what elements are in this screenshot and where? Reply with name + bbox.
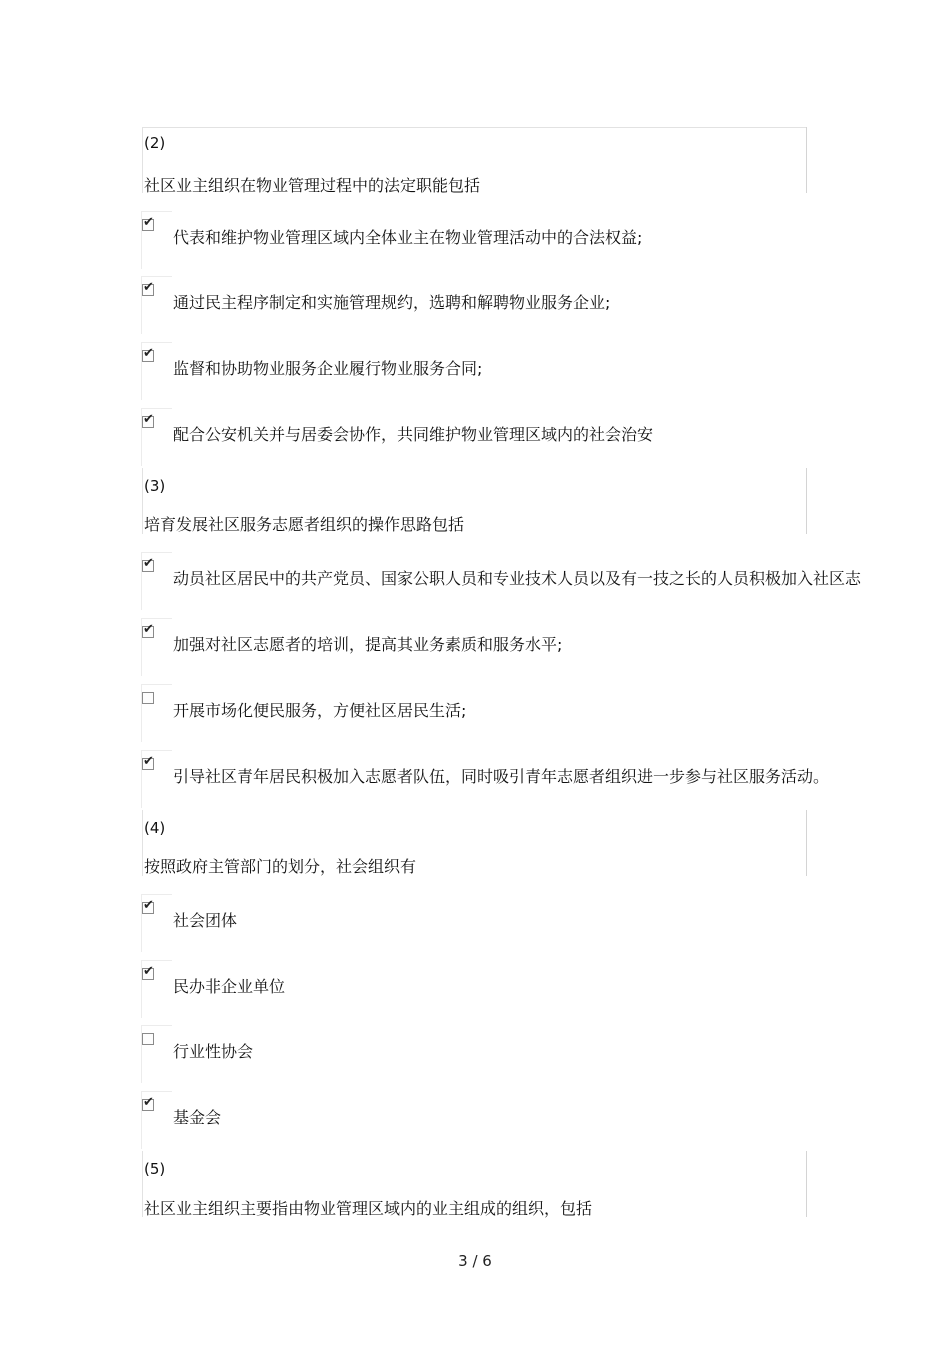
option-label: 民办非企业单位 [173,977,286,996]
option-row [140,408,900,466]
question-2-header [142,127,807,193]
checkbox-checked-icon[interactable]: ✔ [143,280,154,295]
option-label: 基金会 [173,1108,222,1127]
option-row [140,894,900,952]
option-row [140,960,900,1018]
option-label: 动员社区居民中的共产党员、国家公职人员和专业技术人员以及有一技之长的人员积极加入社区志 [173,569,862,588]
option-row [140,1091,900,1149]
option-label: 代表和维护物业管理区域内全体业主在物业管理活动中的合法权益; [173,228,643,247]
checkbox-checked-icon[interactable]: ✔ [143,556,154,571]
option-row [140,211,900,269]
option-row [140,552,900,610]
page-indicator: 3 / 6 [458,1252,492,1270]
question-number: (4) [144,819,166,837]
checkbox-checked-icon[interactable]: ✔ [143,898,154,913]
question-text: 培育发展社区服务志愿者组织的操作思路包括 [144,515,465,534]
question-text: 按照政府主管部门的划分，社会组织有 [144,857,417,876]
question-text: 社区业主组织主要指由物业管理区域内的业主组成的组织，包括 [144,1199,593,1218]
checkbox-checked-icon[interactable]: ✔ [143,346,154,361]
option-row [140,684,900,742]
option-row [140,750,900,808]
option-label: 加强对社区志愿者的培训，提高其业务素质和服务水平; [173,635,563,654]
checkbox-checked-icon[interactable]: ✔ [143,622,154,637]
option-label: 社会团体 [173,911,238,930]
option-label: 开展市场化便民服务，方便社区居民生活; [173,701,467,720]
option-label: 引导社区青年居民积极加入志愿者队伍，同时吸引青年志愿者组织进一步参与社区服务活动。 [173,767,830,786]
option-row [140,276,900,334]
option-label: 监督和协助物业服务企业履行物业服务合同; [173,359,483,378]
question-number: (2) [144,134,166,152]
question-3-header [142,468,807,534]
checkbox-checked-icon[interactable]: ✔ [143,215,154,230]
option-row [140,1025,900,1083]
option-label: 行业性协会 [173,1042,254,1061]
question-number: (5) [144,1160,166,1178]
checkbox-checked-icon[interactable]: ✔ [143,964,154,979]
checkbox-unchecked-icon[interactable] [142,1033,154,1045]
checkbox-checked-icon[interactable]: ✔ [143,1095,154,1110]
checkbox-unchecked-icon[interactable] [142,692,154,704]
question-5-header [142,1151,807,1217]
option-label: 通过民主程序制定和实施管理规约，选聘和解聘物业服务企业; [173,293,611,312]
question-text: 社区业主组织在物业管理过程中的法定职能包括 [144,176,481,195]
option-row [140,342,900,400]
option-label: 配合公安机关并与居委会协作，共同维护物业管理区域内的社会治安 [173,425,654,444]
checkbox-checked-icon[interactable]: ✔ [143,754,154,769]
checkbox-checked-icon[interactable]: ✔ [143,412,154,427]
question-number: (3) [144,477,166,495]
option-row [140,618,900,676]
question-4-header [142,810,807,876]
